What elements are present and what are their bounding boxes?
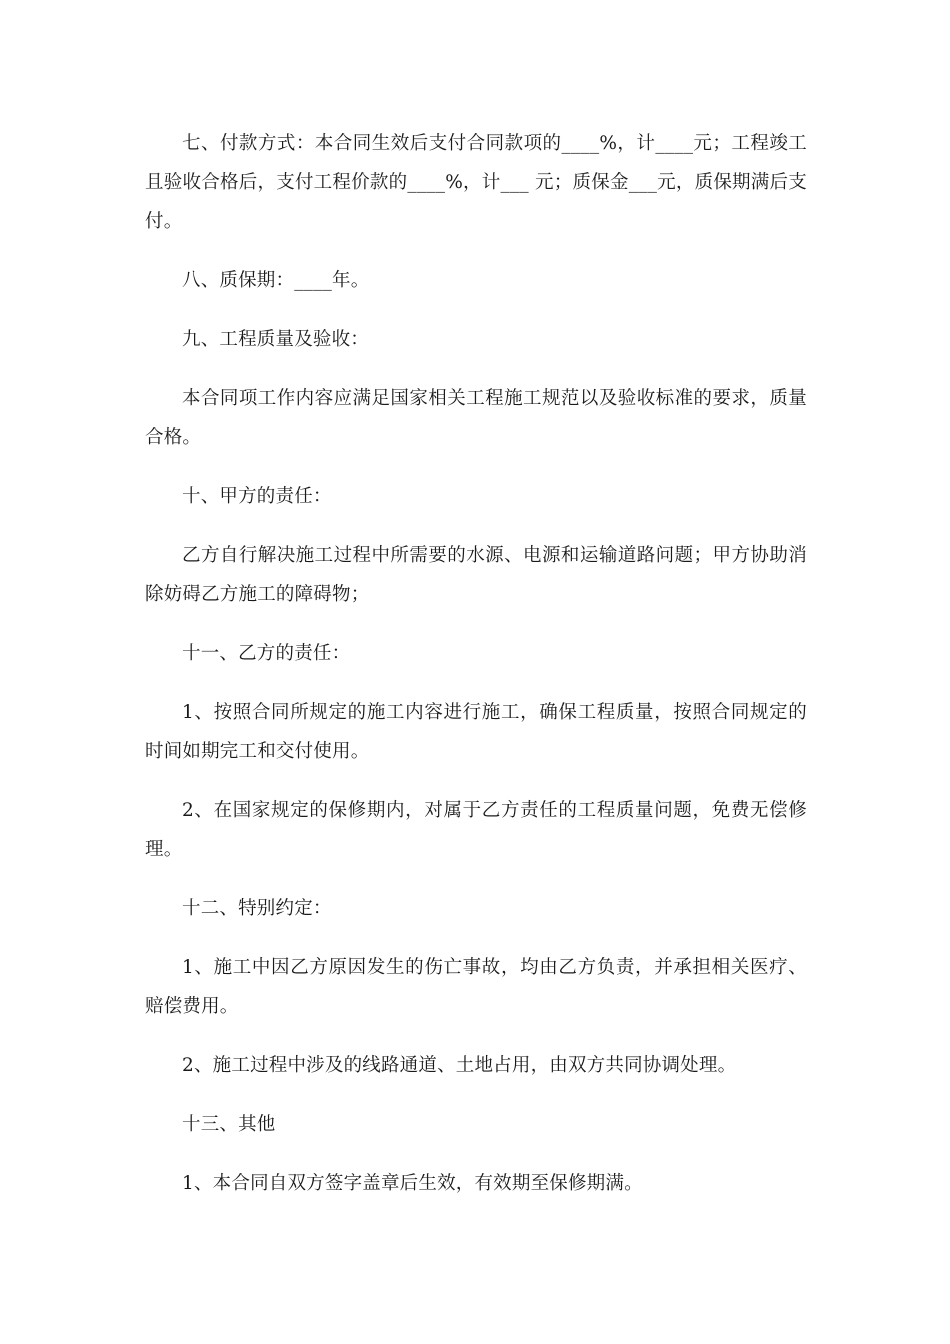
clause-13-item-1: 1、本合同自双方签字盖章后生效，有效期至保修期满。 [182, 1173, 643, 1194]
clause-12-item-1: 1、施工中因乙方原因发生的伤亡事故，均由乙方负责，并承担相关医疗、赔偿费用。 [145, 957, 807, 1017]
clause-11-item-1: 1、按照合同所规定的施工内容进行施工，确保工程质量，按照合同规定的时间如期完工和交付使用。 [145, 702, 807, 762]
clause-12-item-2: 2、施工过程中涉及的线路通道、土地占用，由双方共同协调处理。 [182, 1055, 737, 1076]
clause-10-heading: 十、甲方的责任： [182, 486, 332, 507]
clause-13-heading: 十三、其他 [182, 1114, 276, 1135]
clause-12-heading: 十二、特别约定： [182, 898, 332, 919]
document-page [145, 124, 807, 1223]
clause-9-body: 本合同项工作内容应满足国家相关工程施工规范以及验收标准的要求，质量合格。 [145, 388, 807, 448]
clause-7-payment-terms: 七、付款方式：本合同生效后支付合同款项的____%，计____元；工程竣工且验收合格后，支付工程价款的____%，计___ 元；质保金___元，质保期满后支付。 [145, 133, 807, 232]
clause-9-heading: 九、工程质量及验收： [182, 329, 370, 350]
clause-11-heading: 十一、乙方的责任： [182, 643, 351, 664]
clause-8-warranty-period: 八、质保期：____年。 [182, 270, 370, 291]
clause-10-body: 乙方自行解决施工过程中所需要的水源、电源和运输道路问题；甲方协助消除妨碍乙方施工的障碍物； [145, 545, 807, 605]
clause-11-item-2: 2、在国家规定的保修期内，对属于乙方责任的工程质量问题，免费无偿修理。 [145, 800, 807, 860]
